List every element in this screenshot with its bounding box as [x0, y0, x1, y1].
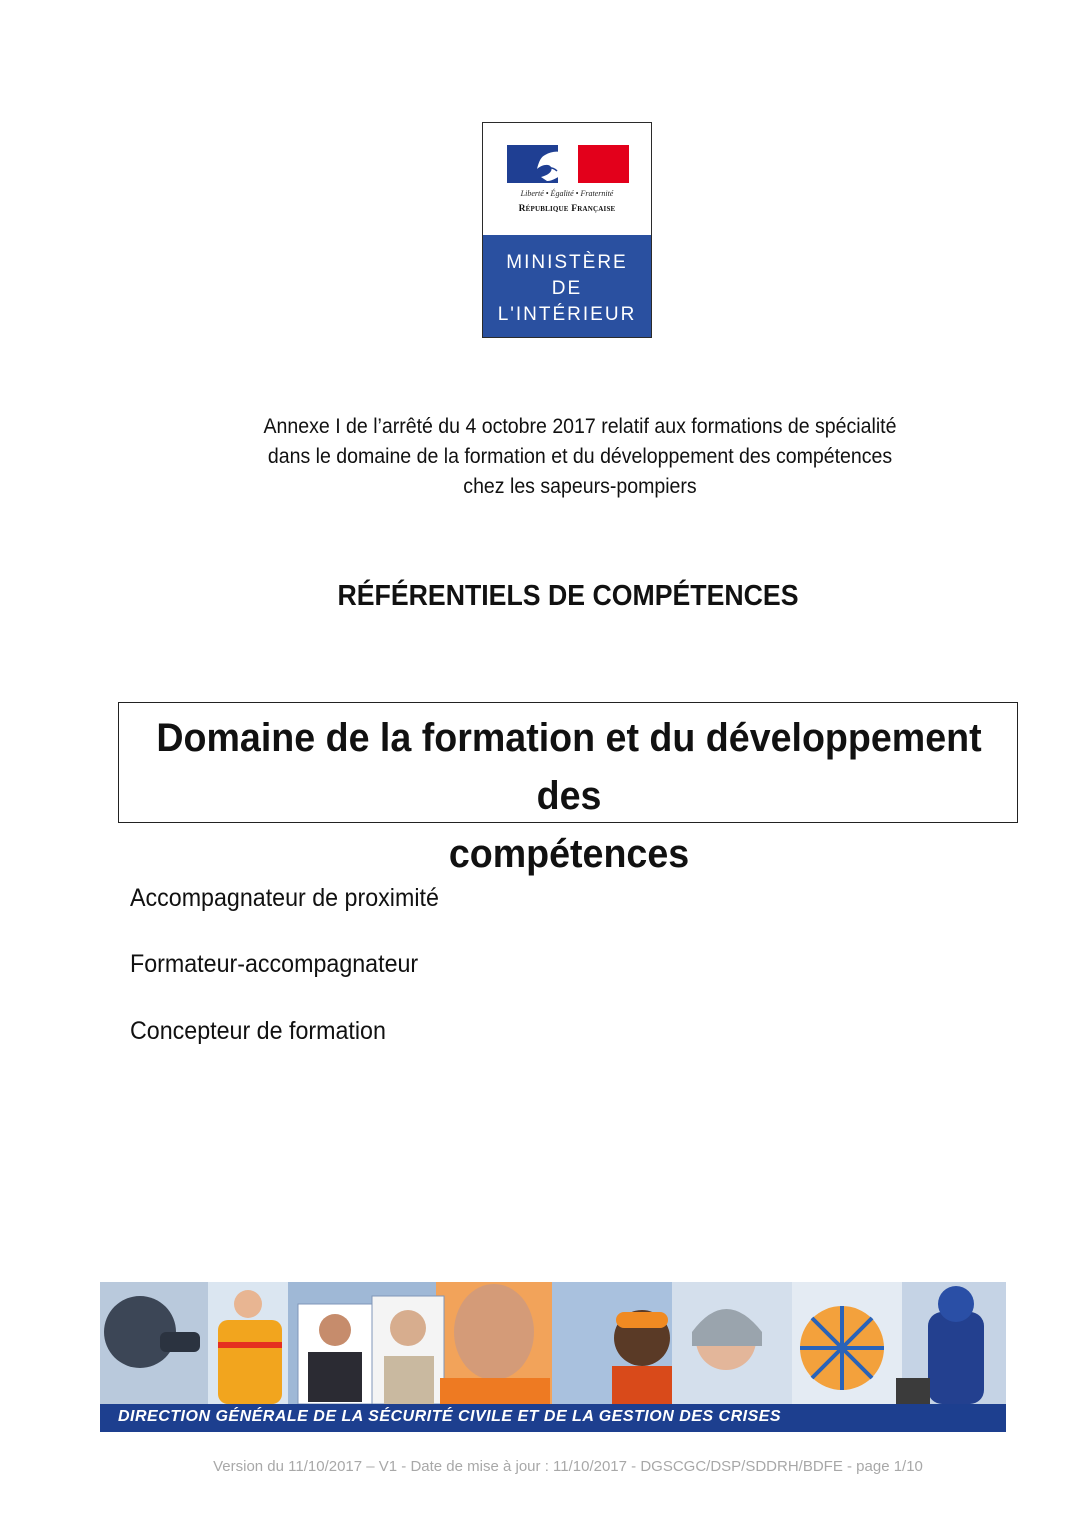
ministry-logo: [482, 122, 652, 338]
firefighter-figure: [234, 1290, 262, 1318]
helmet-figure: [104, 1296, 176, 1368]
page-footer: Version du 11/10/2017 – V1 - Date de mise à jour : 11/10/2017 - DGSCGC/DSP/SDDRH/BDFE - page 1/10: [213, 1458, 923, 1475]
ministry-line-1: MINISTÈRE: [506, 252, 628, 273]
marianne-icon: [527, 147, 587, 183]
specialty-item: Concepteur de formation: [130, 1017, 386, 1045]
dgscgc-banner: [100, 1282, 1006, 1432]
domain-title-line-1: Domaine de la formation et du développement des: [156, 716, 982, 818]
ministry-line-2: DE: [551, 278, 583, 299]
domain-title-box: [118, 702, 1018, 876]
domain-title: [146, 709, 992, 883]
ministry-line-3: L'INTÉRIEUR: [497, 304, 637, 325]
annexe-line-2: dans le domaine de la formation et du développement des compétences: [267, 445, 893, 468]
logo-motto: Liberté • Égalité • Fraternité: [520, 189, 614, 198]
logo-ministry-block: [483, 235, 651, 337]
annexe-reference: [189, 412, 970, 502]
central-man-figure: [454, 1284, 534, 1380]
annexe-line-1: Annexe I de l’arrêté du 4 octobre 2017 relatif aux formations de spécialité: [263, 415, 897, 438]
annexe-line-3: chez les sapeurs-pompiers: [463, 475, 697, 498]
bomb-suit-figure: [928, 1312, 984, 1404]
specialty-item: Accompagnateur de proximité: [130, 884, 439, 912]
man-figure: [390, 1310, 426, 1346]
domain-title-line-2: compétences: [448, 832, 690, 876]
specialty-item: Formateur-accompagnateur: [130, 950, 419, 978]
officer-figure: [319, 1314, 351, 1346]
referentiels-title: RÉFÉRENTIELS DE COMPÉTENCES: [337, 580, 799, 612]
banner-text: DIRECTION GÉNÉRALE DE LA SÉCURITÉ CIVILE ET DE LA GESTION DES CRISES: [118, 1408, 782, 1425]
logo-header: [483, 123, 651, 235]
logo-republic: République Française: [518, 204, 616, 214]
